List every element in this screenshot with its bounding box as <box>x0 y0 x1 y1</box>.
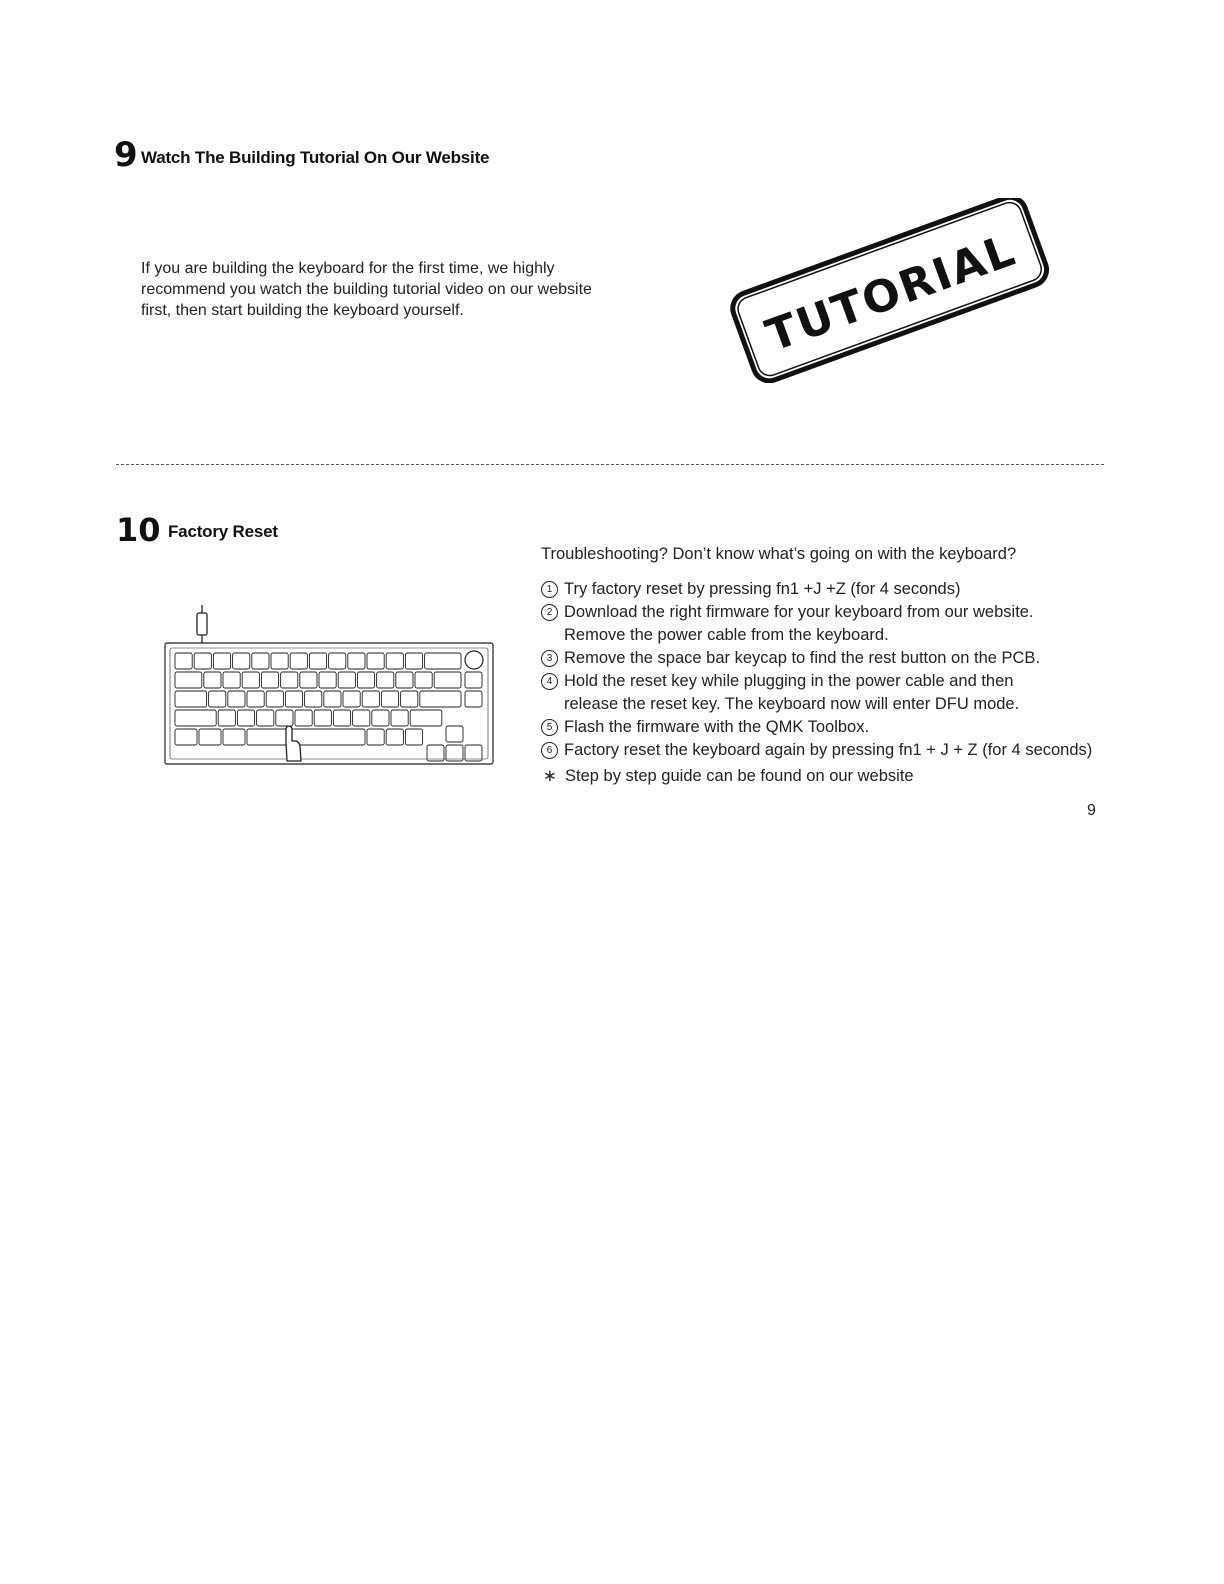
keycap <box>377 672 394 688</box>
arrow-keycap <box>446 745 463 761</box>
section-9-body: If you are building the keyboard for the first time, we highly recommend you watch the building tutorial video on our website first, then start building the keyboard yourself. <box>141 260 592 319</box>
keycap <box>338 672 355 688</box>
keycap <box>257 710 274 726</box>
keycap <box>401 691 418 707</box>
reset-step <box>541 578 1141 601</box>
section-9-title: Watch The Building Tutorial On Our Website <box>141 148 490 167</box>
keycap <box>266 691 283 707</box>
troubleshooting-heading: Troubleshooting? Don’t know what’s going on with the keyboard? <box>541 545 1017 563</box>
keycap <box>465 691 482 707</box>
stamp-text: TUTORIAL <box>759 224 1023 362</box>
keycap <box>353 710 370 726</box>
keycap <box>396 672 413 688</box>
reset-step <box>541 716 1141 739</box>
keycap <box>309 653 326 669</box>
note-text: Step by step guide can be found on our website <box>565 767 914 785</box>
keycap <box>372 710 389 726</box>
step-number-circle: 5 <box>541 719 558 736</box>
step-number-circle: 3 <box>541 650 558 667</box>
keycap <box>410 710 442 726</box>
keycap <box>175 710 216 726</box>
keycap <box>175 729 197 745</box>
keycap <box>194 653 211 669</box>
keycap <box>386 653 403 669</box>
keycap <box>199 729 221 745</box>
page-number: 9 <box>1087 802 1096 819</box>
keycap <box>465 672 482 688</box>
keycap <box>434 672 461 688</box>
note-asterisk: ∗ <box>543 767 557 785</box>
keycap <box>223 672 240 688</box>
step-text: Try factory reset by pressing fn1 +J +Z (for 4 seconds) <box>564 580 961 598</box>
keycap <box>324 691 341 707</box>
section-10-number: 10 <box>116 511 161 549</box>
keycap <box>300 672 317 688</box>
step-text: Remove the space bar keycap to find the rest button on the PCB. <box>564 649 1041 667</box>
keycap <box>367 729 384 745</box>
tutorial-stamp <box>715 198 1065 383</box>
keycap <box>175 653 192 669</box>
keycap <box>386 729 403 745</box>
keycap <box>285 691 302 707</box>
step-text: Hold the reset key while plugging in the power cable and then release the reset key. The keyboard now will enter DFU mode. <box>564 672 1020 713</box>
keycap <box>381 691 398 707</box>
keycap <box>348 653 365 669</box>
keycap <box>204 672 221 688</box>
reset-steps-list <box>541 578 1141 762</box>
keycap <box>247 729 365 745</box>
keycap <box>218 710 235 726</box>
keycap <box>237 710 254 726</box>
reset-step <box>541 601 1141 647</box>
keycap <box>233 653 250 669</box>
keycap <box>252 653 269 669</box>
step-number-circle: 6 <box>541 742 558 759</box>
keycap <box>209 691 226 707</box>
rotary-knob <box>465 651 483 669</box>
keycap <box>290 653 307 669</box>
keycap <box>276 710 293 726</box>
keycap <box>319 672 336 688</box>
keycap <box>391 710 408 726</box>
reset-step <box>541 647 1141 670</box>
arrow-keycap <box>446 726 463 742</box>
keycap <box>362 691 379 707</box>
keycap <box>333 710 350 726</box>
section-10-title: Factory Reset <box>168 522 278 541</box>
section-divider <box>116 464 1104 465</box>
usb-cable-icon <box>197 613 207 635</box>
keycap <box>343 691 360 707</box>
step-number-circle: 4 <box>541 673 558 690</box>
keycap <box>271 653 288 669</box>
keycap <box>295 710 312 726</box>
keycap <box>247 691 264 707</box>
keycap <box>261 672 278 688</box>
keycap <box>314 710 331 726</box>
keycap <box>175 672 202 688</box>
keycap <box>405 729 422 745</box>
keycap <box>405 653 422 669</box>
step-number-circle: 1 <box>541 581 558 598</box>
keyboard-illustration <box>160 605 500 770</box>
keycap <box>281 672 298 688</box>
keycap <box>228 691 245 707</box>
keycap <box>329 653 346 669</box>
step-text: Download the right firmware for your keyboard from our website. Remove the power cable from the keyboard. <box>564 603 1034 644</box>
step-text: Factory reset the keyboard again by pressing fn1 + J + Z (for 4 seconds) <box>564 741 1093 759</box>
keycap <box>305 691 322 707</box>
website-note <box>543 766 914 786</box>
keycap <box>367 653 384 669</box>
reset-step <box>541 670 1141 716</box>
keycap <box>242 672 259 688</box>
section-9-number: 9 <box>114 135 138 175</box>
keycap <box>415 672 432 688</box>
keycap <box>213 653 230 669</box>
arrow-keycap <box>465 745 482 761</box>
reset-step <box>541 739 1141 762</box>
keycap <box>425 653 461 669</box>
keycap <box>175 691 207 707</box>
keycap <box>223 729 245 745</box>
keycap <box>357 672 374 688</box>
keycap <box>420 691 461 707</box>
step-text: Flash the firmware with the QMK Toolbox. <box>564 718 870 736</box>
hand-pointer-icon <box>286 726 301 761</box>
step-number-circle: 2 <box>541 604 558 621</box>
arrow-keycap <box>427 745 444 761</box>
